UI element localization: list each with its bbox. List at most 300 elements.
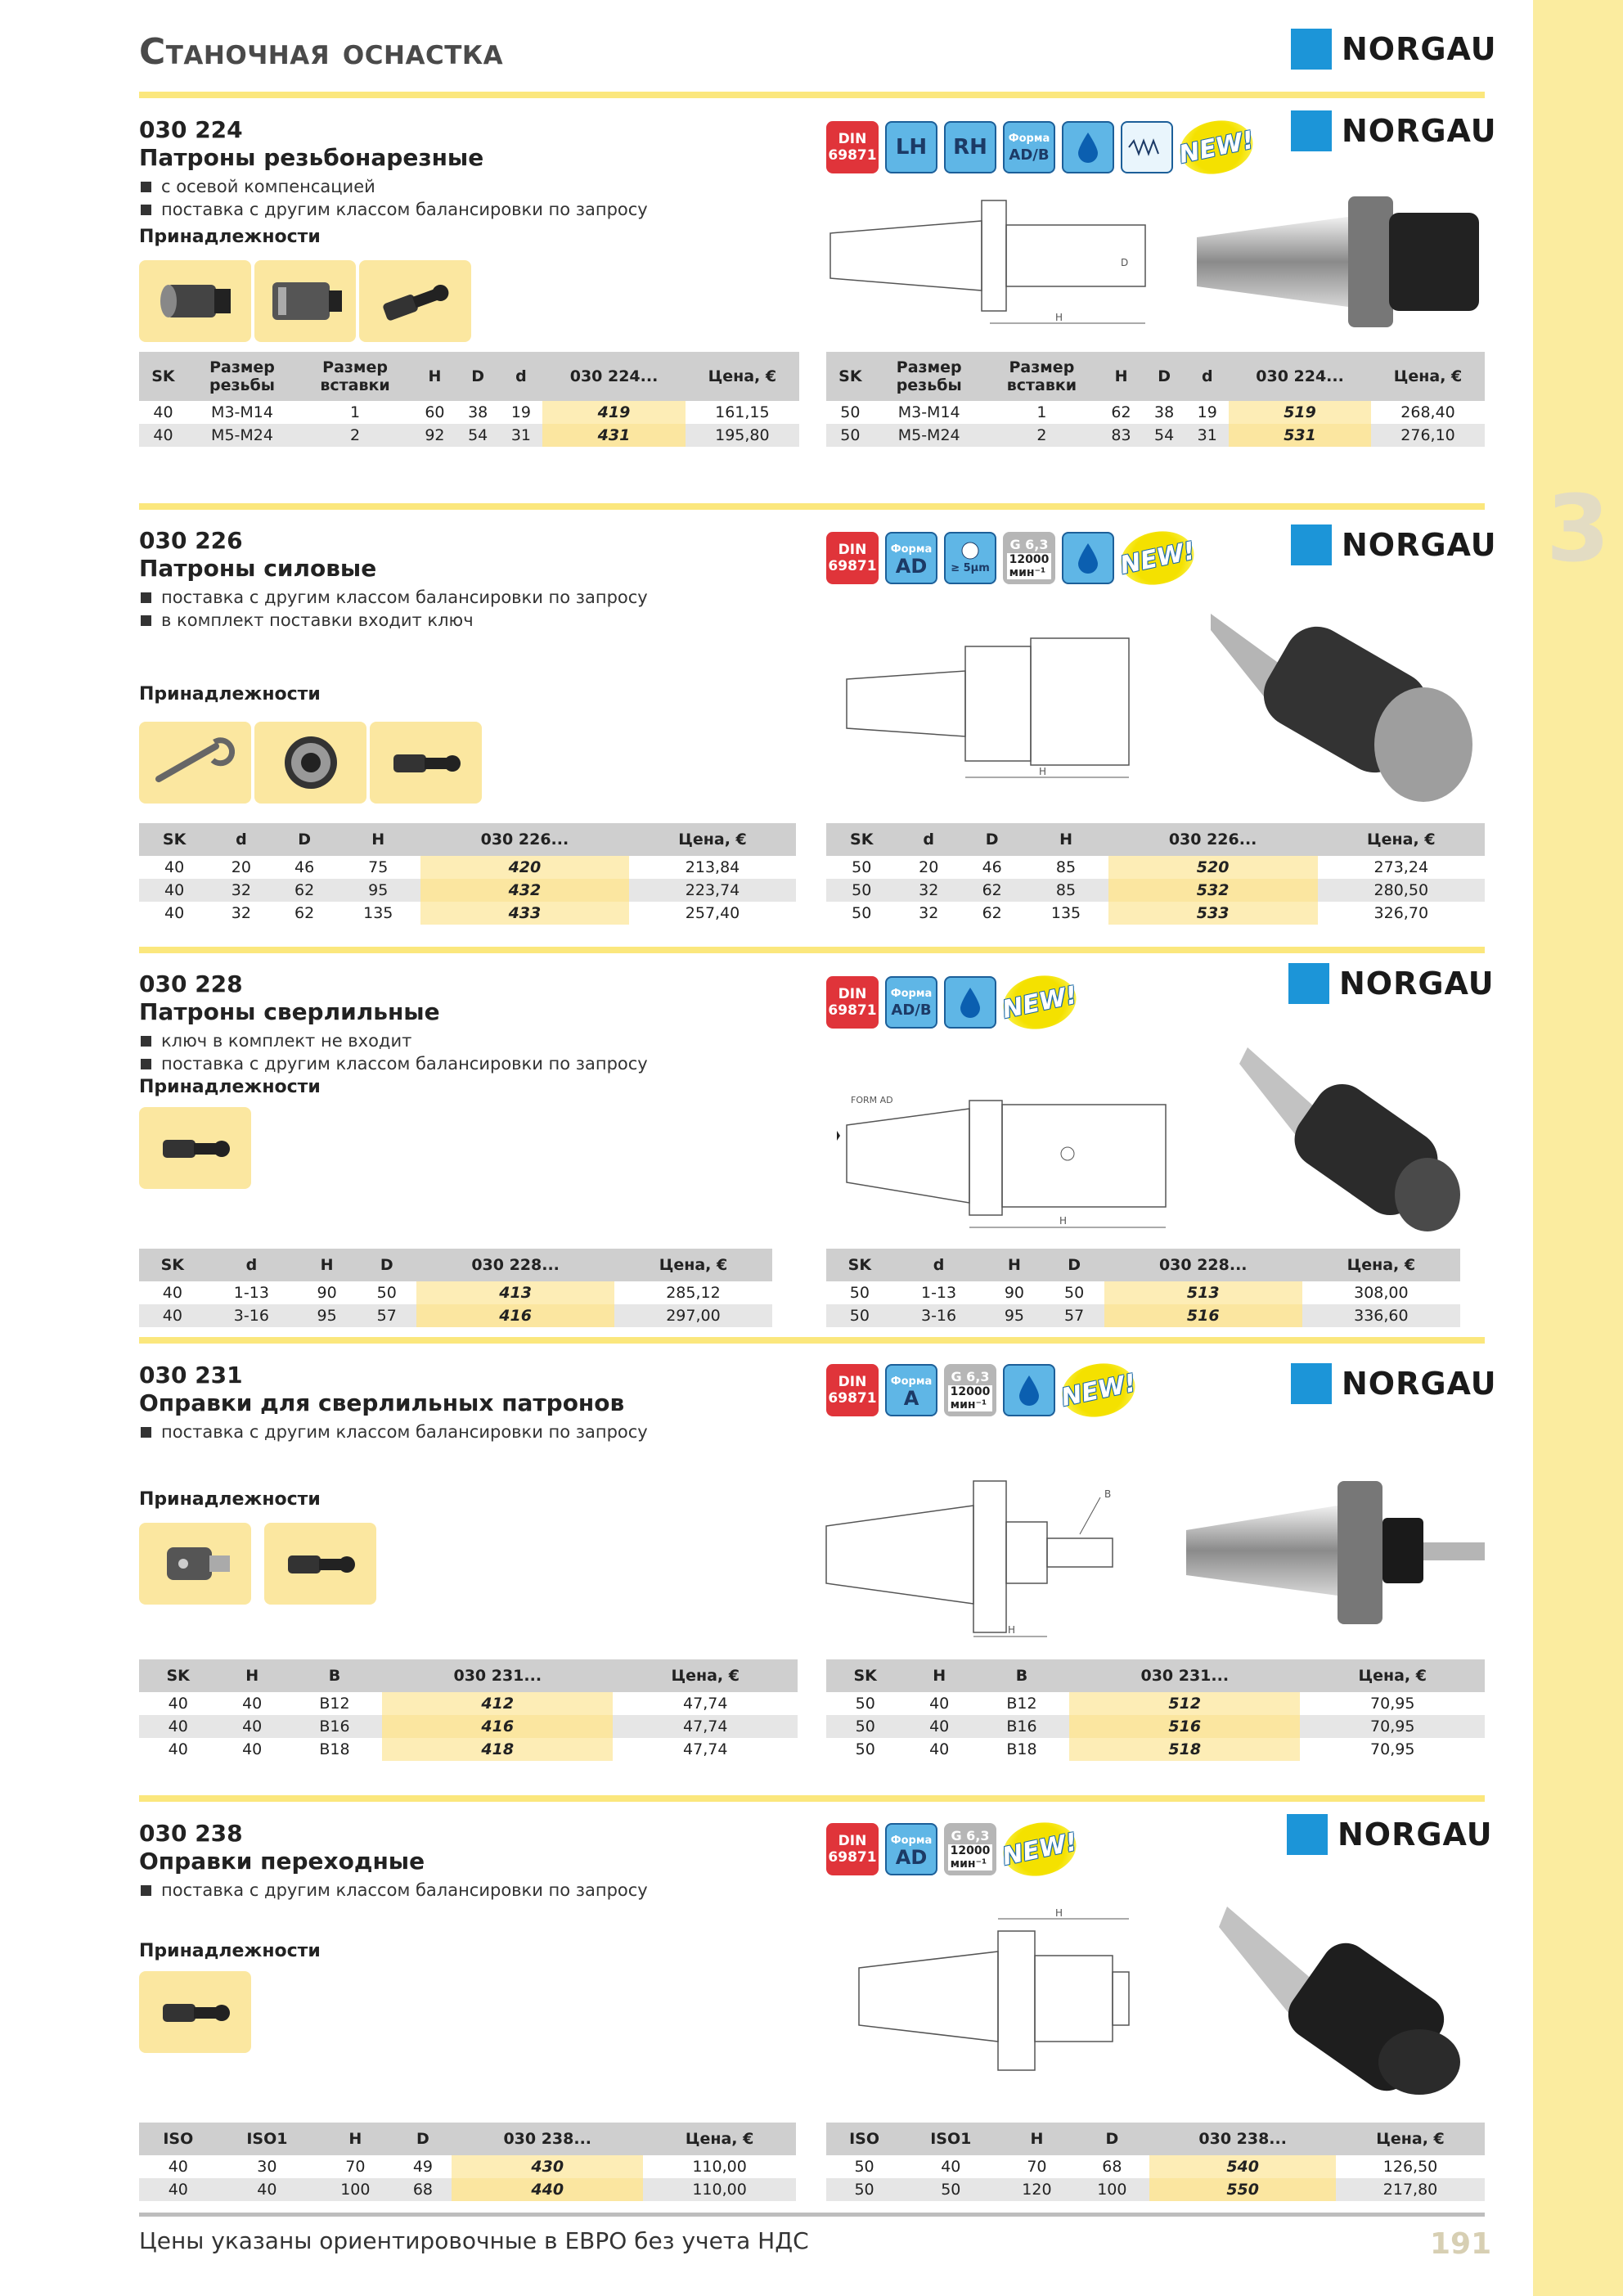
logo-square-icon — [1288, 963, 1329, 1004]
table-cell: 40 — [139, 1715, 217, 1738]
table-cell: 20 — [231, 858, 251, 876]
new-badge: NEW! — [998, 1816, 1081, 1882]
table-cell: 46 — [982, 858, 1002, 876]
column-header: H — [1099, 352, 1143, 401]
column-header: 030 224... — [1229, 352, 1371, 401]
table-cell: 40 — [139, 2178, 218, 2201]
table-cell: 68 — [1102, 2158, 1122, 2176]
table-cell: M3-M14 — [211, 403, 273, 421]
coolant-drop-icon — [1062, 121, 1114, 173]
price: 47,74 — [613, 1715, 798, 1738]
article-number[interactable]: 512 — [1069, 1692, 1300, 1715]
balance-badge: G 6,3 12000 мин⁻¹ — [944, 1823, 996, 1875]
din-69871-badge: DIN 69871 — [826, 1364, 879, 1416]
page-number: 191 — [1430, 2227, 1492, 2261]
bullet-icon — [141, 1885, 151, 1896]
product-photo — [1193, 188, 1487, 335]
new-badge: NEW! — [1175, 114, 1257, 180]
table-cell: 1 — [1036, 403, 1047, 421]
article-number[interactable]: 440 — [452, 2178, 643, 2201]
article-number[interactable]: 519 — [1229, 401, 1371, 424]
table-cell: 20 — [919, 858, 939, 876]
section-divider — [139, 1795, 1485, 1802]
bullet-icon — [141, 205, 151, 215]
column-header: 030 228... — [416, 1249, 614, 1281]
bullet-icon — [141, 1036, 151, 1047]
table-cell: 95 — [336, 879, 420, 902]
table-row — [826, 1281, 1460, 1304]
article-number[interactable]: 416 — [382, 1715, 613, 1738]
header-divider — [139, 92, 1485, 98]
table-cell: 50 — [826, 1304, 893, 1327]
spec-table — [139, 1659, 798, 1761]
table-cell: 135 — [363, 904, 393, 922]
table-cell: 40 — [941, 2158, 961, 2176]
table-cell: 1-13 — [233, 1284, 269, 1302]
table-cell: 57 — [1045, 1304, 1104, 1327]
table-cell: 40 — [164, 904, 185, 922]
section-divider — [139, 947, 1485, 953]
table-cell: 40 — [168, 1740, 188, 1758]
article-number[interactable]: 533 — [1108, 902, 1318, 925]
table-cell: 50 — [826, 879, 897, 902]
table-cell: 54 — [456, 424, 500, 447]
section-title: Оправки для сверлильных патронов — [139, 1389, 625, 1416]
column-header: SK — [826, 352, 874, 401]
chapter-sidebar — [1522, 0, 1623, 2296]
table-cell: 32 — [919, 904, 939, 922]
feature-badges — [826, 976, 1080, 1029]
spec-table — [139, 352, 799, 447]
price: 297,00 — [614, 1304, 772, 1327]
column-header: SK — [139, 352, 187, 401]
column-header: D — [357, 1249, 416, 1281]
form-adb-badge: Форма AD/B — [1003, 121, 1055, 173]
column-header: H — [999, 2123, 1074, 2155]
table-cell: 50 — [855, 1695, 875, 1713]
article-number[interactable]: 430 — [452, 2155, 643, 2178]
price: 70,95 — [1370, 1695, 1415, 1713]
column-header: Размер резьбы — [187, 352, 297, 401]
price: 161,15 — [715, 403, 770, 421]
chapter-number: 3 — [1546, 476, 1610, 583]
table-row — [826, 879, 1485, 902]
article-number[interactable]: 531 — [1229, 424, 1371, 447]
form-ad-badge: Форма AD — [885, 532, 937, 584]
table-cell: 32 — [209, 879, 272, 902]
table-cell: B12 — [1006, 1695, 1037, 1713]
feature-item: поставка с другим классом балансировки по запросу — [141, 586, 648, 609]
table-row — [826, 1304, 1460, 1327]
table-cell: 95 — [984, 1304, 1044, 1327]
feature-list — [141, 1420, 648, 1443]
column-header: B — [974, 1659, 1069, 1692]
table-cell: 40 — [153, 403, 173, 421]
article-number[interactable]: 550 — [1149, 2178, 1336, 2201]
axial-compensation-icon — [1121, 121, 1173, 173]
din-69871-badge: DIN 69871 — [826, 121, 879, 173]
table-cell: 31 — [500, 424, 543, 447]
table-cell: 100 — [1074, 2178, 1149, 2201]
table-cell: 40 — [168, 1695, 188, 1713]
price: 280,50 — [1318, 879, 1485, 902]
section-title: Патроны силовые — [139, 555, 377, 582]
article-number[interactable]: 516 — [1104, 1304, 1302, 1327]
table-cell: 38 — [1154, 403, 1175, 421]
column-header: D — [1045, 1249, 1104, 1281]
table-cell: 60 — [425, 403, 445, 421]
article-number[interactable]: 418 — [382, 1738, 613, 1761]
column-header: H — [984, 1249, 1044, 1281]
spec-table — [139, 823, 796, 925]
price: 285,12 — [666, 1284, 721, 1302]
feature-item: с осевой компенсацией — [141, 175, 648, 198]
bullet-icon — [141, 615, 151, 626]
section-title: Патроны сверлильные — [139, 998, 440, 1025]
column-header: 030 226... — [420, 823, 629, 856]
lh-badge: LH — [885, 121, 937, 173]
svg-text:H: H — [1039, 766, 1047, 777]
column-header: D — [1143, 352, 1186, 401]
price: 223,74 — [629, 879, 796, 902]
accessories-label: Принадлежности — [139, 684, 321, 705]
article-number[interactable]: 518 — [1069, 1738, 1300, 1761]
table-cell: 40 — [139, 879, 209, 902]
logo-square-icon — [1291, 1363, 1332, 1404]
footer-divider — [139, 2213, 1485, 2217]
article-number[interactable]: 513 — [1104, 1281, 1302, 1304]
article-number[interactable]: 419 — [542, 401, 685, 424]
technical-drawing — [830, 1088, 1190, 1236]
accessory-collet-icon[interactable] — [139, 260, 251, 342]
article-number[interactable]: 432 — [420, 879, 629, 902]
column-header: Цена, € — [1336, 2123, 1485, 2155]
table-cell: 70 — [345, 2158, 366, 2176]
table-cell: 120 — [999, 2178, 1074, 2201]
feature-item: в комплект поставки входит ключ — [141, 609, 648, 632]
table-cell: B16 — [287, 1715, 382, 1738]
feature-list — [141, 1029, 648, 1075]
article-number[interactable]: 420 — [420, 856, 629, 879]
article-number[interactable]: 520 — [1108, 856, 1318, 879]
technical-drawing — [826, 188, 1170, 335]
section-title: Оправки переходные — [139, 1848, 425, 1875]
column-header: H — [336, 823, 420, 856]
logo-square-icon — [1287, 1814, 1328, 1855]
column-header: d — [500, 352, 543, 401]
accessory-hook-wrench-icon[interactable] — [139, 722, 251, 804]
feature-badges — [826, 121, 1257, 173]
price: 336,60 — [1302, 1304, 1460, 1327]
technical-drawing — [851, 1907, 1162, 2087]
column-header: d — [209, 823, 272, 856]
table-row — [826, 424, 1485, 447]
table-cell: M3-M14 — [897, 403, 960, 421]
table-cell: 50 — [826, 1715, 904, 1738]
svg-text:H: H — [1008, 1624, 1016, 1636]
accessories-label: Принадлежности — [139, 1941, 321, 1961]
accessory-pull-stud-icon[interactable] — [264, 1523, 376, 1605]
section-code: 030 238 — [139, 1820, 243, 1847]
spec-table — [826, 1249, 1460, 1327]
section-divider — [139, 1337, 1485, 1344]
accessory-insert-icon[interactable] — [254, 260, 356, 342]
accessories-label: Принадлежности — [139, 1489, 321, 1510]
coolant-drop-icon — [1003, 1364, 1055, 1416]
column-header: H — [1023, 823, 1108, 856]
feature-item: поставка с другим классом балансировки по запросу — [141, 1879, 648, 1902]
section-code: 030 226 — [139, 527, 243, 554]
technical-drawing — [818, 1473, 1145, 1645]
column-header: 030 224... — [542, 352, 685, 401]
article-number[interactable]: 532 — [1108, 879, 1318, 902]
price: 257,40 — [685, 904, 740, 922]
section-divider — [139, 503, 1485, 510]
feature-badges — [826, 1823, 1080, 1875]
table-row — [826, 1738, 1485, 1761]
spec-table — [826, 1659, 1485, 1761]
column-header: Размер резьбы — [874, 352, 984, 401]
column-header: d — [206, 1249, 297, 1281]
product-photo — [1215, 1890, 1485, 2103]
table-cell: 62 — [1111, 403, 1131, 421]
table-cell: 32 — [231, 904, 251, 922]
table-cell: 50 — [840, 403, 861, 421]
table-cell: 2 — [984, 424, 1100, 447]
column-header: SK — [826, 823, 897, 856]
logo-square-icon — [1291, 524, 1332, 565]
price: 126,50 — [1382, 2158, 1438, 2176]
table-cell: 19 — [510, 403, 532, 421]
accessory-drill-chuck-icon[interactable] — [139, 1523, 251, 1605]
table-cell: 40 — [242, 1695, 263, 1713]
table-cell: 50 — [1064, 1284, 1085, 1302]
table-cell: 50 — [826, 424, 874, 447]
column-header: Цена, € — [613, 1659, 798, 1692]
article-number[interactable]: 433 — [420, 902, 629, 925]
table-cell: 75 — [368, 858, 389, 876]
table-cell: 40 — [139, 1304, 206, 1327]
table-cell: 50 — [854, 2158, 874, 2176]
table-cell: 50 — [855, 1740, 875, 1758]
table-cell: 50 — [902, 2178, 999, 2201]
price-note: Цены указаны ориентировочные в ЕВРО без учета НДС — [139, 2227, 809, 2254]
price: 213,84 — [685, 858, 740, 876]
table-cell: 40 — [217, 1715, 286, 1738]
table-cell: 46 — [294, 858, 315, 876]
table-cell: 3-16 — [206, 1304, 297, 1327]
din-69871-badge: DIN 69871 — [826, 532, 879, 584]
form-ad-badge: Форма AD — [885, 1823, 937, 1875]
feature-badges — [826, 1364, 1139, 1416]
logo-square-icon — [1291, 29, 1332, 70]
accessories-label: Принадлежности — [139, 1077, 321, 1097]
column-header: B — [287, 1659, 382, 1692]
logo-text: NORGAU — [1342, 31, 1497, 67]
feature-item: поставка с другим классом балансировки по запросу — [141, 1052, 648, 1075]
column-header: H — [317, 2123, 393, 2155]
section-title: Патроны резьбонарезные — [139, 144, 484, 171]
accessory-pull-stud-icon[interactable] — [359, 260, 471, 342]
table-row — [826, 1715, 1485, 1738]
runout-gauge-icon: ≥ 5μm — [944, 532, 996, 584]
article-number[interactable]: 416 — [416, 1304, 614, 1327]
column-header: Цена, € — [1371, 352, 1485, 401]
table-row — [139, 902, 796, 925]
spec-table — [826, 2123, 1485, 2201]
price: 70,95 — [1370, 1740, 1415, 1758]
table-cell: 2 — [297, 424, 413, 447]
form-a-badge: Форма A — [885, 1364, 937, 1416]
table-cell: 135 — [1050, 904, 1081, 922]
table-row — [139, 401, 799, 424]
column-header: D — [1074, 2123, 1149, 2155]
table-cell: 1-13 — [920, 1284, 957, 1302]
coolant-drop-icon — [1062, 532, 1114, 584]
table-cell: 40 — [168, 2158, 188, 2176]
table-row — [139, 856, 796, 879]
table-cell: 62 — [273, 879, 336, 902]
bullet-icon — [141, 1427, 151, 1438]
table-cell: 70 — [1027, 2158, 1047, 2176]
table-cell: M5-M24 — [874, 424, 984, 447]
table-cell: 62 — [960, 879, 1023, 902]
article-number[interactable]: 516 — [1069, 1715, 1300, 1738]
table-cell: B12 — [319, 1695, 350, 1713]
brand-logo: NORGAU — [1288, 962, 1495, 1005]
table-row — [139, 424, 799, 447]
new-badge: NEW! — [1116, 524, 1198, 591]
table-cell: 40 — [929, 1740, 950, 1758]
table-row — [826, 1692, 1485, 1715]
price: 47,74 — [683, 1740, 728, 1758]
article-number[interactable]: 412 — [382, 1692, 613, 1715]
column-header: H — [217, 1659, 286, 1692]
column-header: D — [273, 823, 336, 856]
svg-text:D: D — [1121, 257, 1129, 268]
column-header: Размер вставки — [297, 352, 413, 401]
table-row — [826, 2155, 1485, 2178]
balance-badge: G 6,3 12000 мин⁻¹ — [944, 1364, 996, 1416]
column-header: Цена, € — [629, 823, 796, 856]
table-cell: 85 — [1023, 879, 1108, 902]
brand-logo — [1291, 28, 1497, 70]
column-header: d — [1185, 352, 1229, 401]
column-header: SK — [826, 1659, 904, 1692]
price: 326,70 — [1373, 904, 1429, 922]
article-number[interactable]: 413 — [416, 1281, 614, 1304]
price: 308,00 — [1354, 1284, 1409, 1302]
table-row — [139, 2178, 796, 2201]
feature-item: поставка с другим классом балансировки по запросу — [141, 1420, 648, 1443]
table-cell: 40 — [929, 1695, 950, 1713]
table-cell: 90 — [317, 1284, 337, 1302]
form-adb-badge: Форма AD/B — [885, 976, 937, 1029]
article-number[interactable]: 431 — [542, 424, 685, 447]
column-header: 030 228... — [1104, 1249, 1302, 1281]
table-cell: 40 — [218, 2178, 317, 2201]
price: 268,40 — [1400, 403, 1455, 421]
table-cell: 95 — [297, 1304, 357, 1327]
section-code: 030 224 — [139, 116, 243, 143]
column-header: 030 238... — [1149, 2123, 1336, 2155]
table-cell: 57 — [357, 1304, 416, 1327]
table-cell: 62 — [982, 904, 1002, 922]
table-cell: 92 — [413, 424, 456, 447]
column-header: D — [960, 823, 1023, 856]
table-cell: 40 — [164, 858, 185, 876]
drawing-label: FORM AD — [851, 1095, 893, 1105]
table-cell: B18 — [1006, 1740, 1037, 1758]
table-cell: 40 — [904, 1715, 973, 1738]
new-badge: NEW! — [1057, 1357, 1140, 1423]
table-row — [139, 2155, 796, 2178]
column-header: Цена, € — [614, 1249, 772, 1281]
column-header: Цена, € — [643, 2123, 796, 2155]
table-row — [139, 879, 796, 902]
price: 276,10 — [1371, 424, 1485, 447]
table-row — [139, 1304, 772, 1327]
article-number[interactable]: 540 — [1149, 2155, 1336, 2178]
accessories-label: Принадлежности — [139, 227, 321, 247]
accessory-bearing-icon[interactable] — [254, 722, 366, 804]
page-title: Станочная оснастка — [139, 31, 504, 73]
section-code: 030 231 — [139, 1362, 243, 1389]
table-cell: 62 — [294, 904, 315, 922]
table-cell: 40 — [162, 1284, 182, 1302]
table-cell: B18 — [319, 1740, 350, 1758]
svg-text:H: H — [1055, 312, 1063, 323]
price: 110,00 — [643, 2178, 796, 2201]
column-header: Цена, € — [686, 352, 799, 401]
column-header: Цена, € — [1302, 1249, 1460, 1281]
technical-drawing — [843, 630, 1170, 786]
table-cell: M5-M24 — [187, 424, 297, 447]
table-cell: 85 — [1055, 858, 1077, 876]
table-cell: 32 — [897, 879, 960, 902]
column-header: H — [904, 1659, 973, 1692]
column-header: ISO — [139, 2123, 218, 2155]
column-header: ISO1 — [902, 2123, 999, 2155]
table-cell: 54 — [1143, 424, 1186, 447]
product-photo — [1203, 597, 1481, 810]
table-cell: 90 — [1004, 1284, 1025, 1302]
column-header: D — [394, 2123, 452, 2155]
accessory-pull-stud-icon[interactable] — [139, 1107, 251, 1189]
column-header: 030 226... — [1108, 823, 1318, 856]
table-cell: 19 — [1197, 403, 1217, 421]
column-header: Размер вставки — [984, 352, 1100, 401]
table-cell: 50 — [852, 904, 872, 922]
accessory-pull-stud-icon[interactable] — [139, 1971, 251, 2053]
feature-item: поставка с другим классом балансировки по запросу — [141, 198, 648, 221]
bullet-icon — [141, 1059, 151, 1069]
spec-table — [139, 2123, 796, 2201]
feature-list — [141, 175, 648, 221]
din-69871-badge: DIN 69871 — [826, 976, 879, 1029]
svg-text:H: H — [1059, 1215, 1068, 1227]
svg-text:B: B — [1104, 1488, 1112, 1500]
table-cell: 1 — [350, 403, 361, 421]
table-row — [826, 902, 1485, 925]
logo-square-icon — [1291, 110, 1332, 151]
balance-badge: G 6,3 12000 мин⁻¹ — [1003, 532, 1055, 584]
brand-logo: NORGAU — [1291, 1362, 1497, 1405]
table-row — [826, 2178, 1485, 2201]
column-header: ISO — [826, 2123, 902, 2155]
accessory-pull-stud-icon[interactable] — [370, 722, 482, 804]
column-header: H — [297, 1249, 357, 1281]
